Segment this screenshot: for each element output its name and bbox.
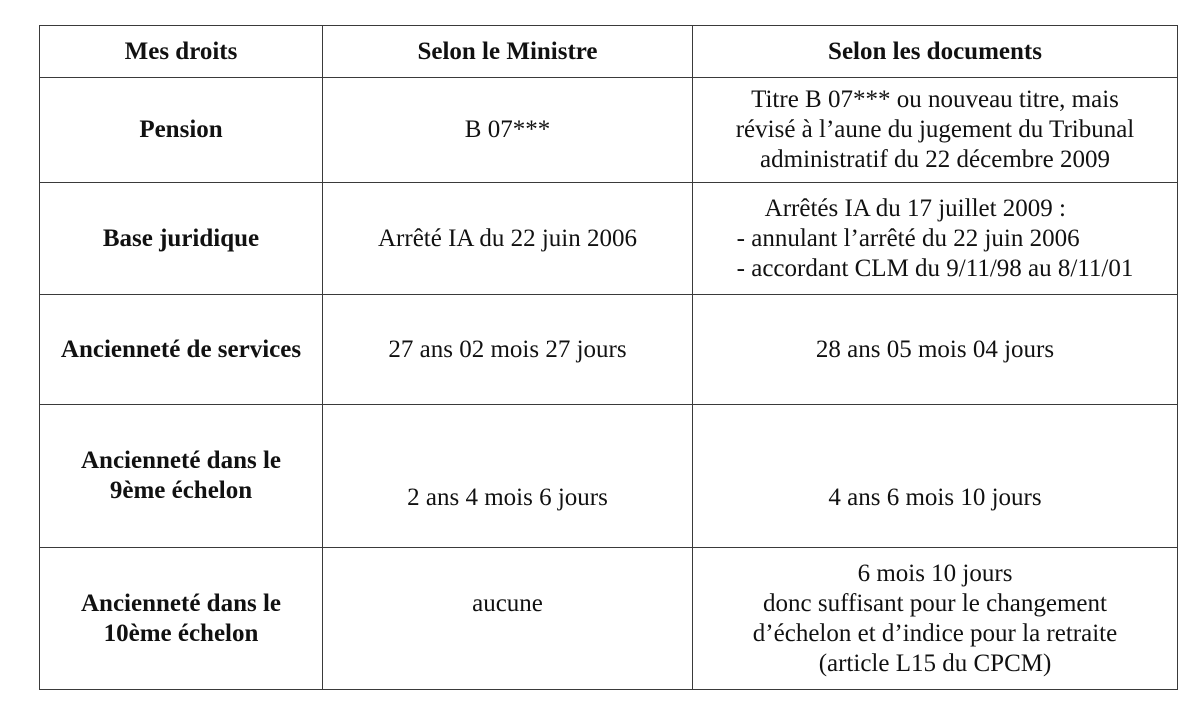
row-anciennete-9eme (40, 405, 1178, 548)
echelon10-documents-line: 6 mois 10 jours (857, 559, 1013, 587)
base-documents-line: Arrêtés IA du 17 juillet 2009 : (764, 194, 1066, 222)
echelon10-documents-line: d’échelon et d’indice pour la retraite (752, 619, 1118, 647)
pension-documents-line: Titre B 07*** ou nouveau titre, mais (751, 86, 1119, 113)
pension-documents (693, 78, 1178, 183)
rights-comparison-table (39, 25, 1178, 690)
pension-documents-line: administratif du 22 décembre 2009 (760, 146, 1110, 173)
pension-ministre: B 07*** (323, 78, 693, 183)
services-ministre: 27 ans 02 mois 27 jours (323, 295, 693, 405)
row-anciennete-services (40, 295, 1178, 405)
base-documents-block (737, 194, 1134, 284)
base-documents-line: - accordant CLM du 9/11/98 au 8/11/01 (736, 254, 1134, 282)
label-anciennete-services: Ancienneté de services (40, 295, 323, 405)
echelon10-documents-line: (article L15 du CPCM) (818, 649, 1052, 677)
pension-documents-line: révisé à l’aune du jugement du Tribunal (735, 116, 1135, 143)
label-anciennete-10eme (40, 548, 323, 690)
echelon10-documents-line: donc suffisant pour le changement (763, 589, 1107, 617)
label-line: Ancienneté dans le (81, 447, 281, 474)
row-anciennete-10eme (40, 548, 1178, 690)
header-mes-droits: Mes droits (40, 26, 323, 78)
label-line: 10ème échelon (103, 619, 259, 647)
echelon9-documents: 4 ans 6 mois 10 jours (693, 405, 1178, 548)
label-pension: Pension (40, 78, 323, 183)
base-documents (693, 183, 1178, 295)
label-line: 9ème échelon (109, 477, 253, 504)
row-pension (40, 78, 1178, 183)
header-selon-ministre: Selon le Ministre (323, 26, 693, 78)
base-ministre: Arrêté IA du 22 juin 2006 (323, 183, 693, 295)
services-documents: 28 ans 05 mois 04 jours (693, 295, 1178, 405)
label-line: Ancienneté dans le (81, 589, 281, 617)
row-base-juridique (40, 183, 1178, 295)
echelon9-ministre: 2 ans 4 mois 6 jours (323, 405, 693, 548)
header-selon-documents: Selon les documents (693, 26, 1178, 78)
label-base-juridique: Base juridique (40, 183, 323, 295)
echelon10-ministre: aucune (323, 548, 693, 690)
echelon10-documents (693, 548, 1178, 690)
base-documents-line: - annulant l’arrêté du 22 juin 2006 (736, 224, 1080, 252)
header-row (40, 26, 1178, 78)
label-anciennete-9eme (40, 405, 323, 548)
